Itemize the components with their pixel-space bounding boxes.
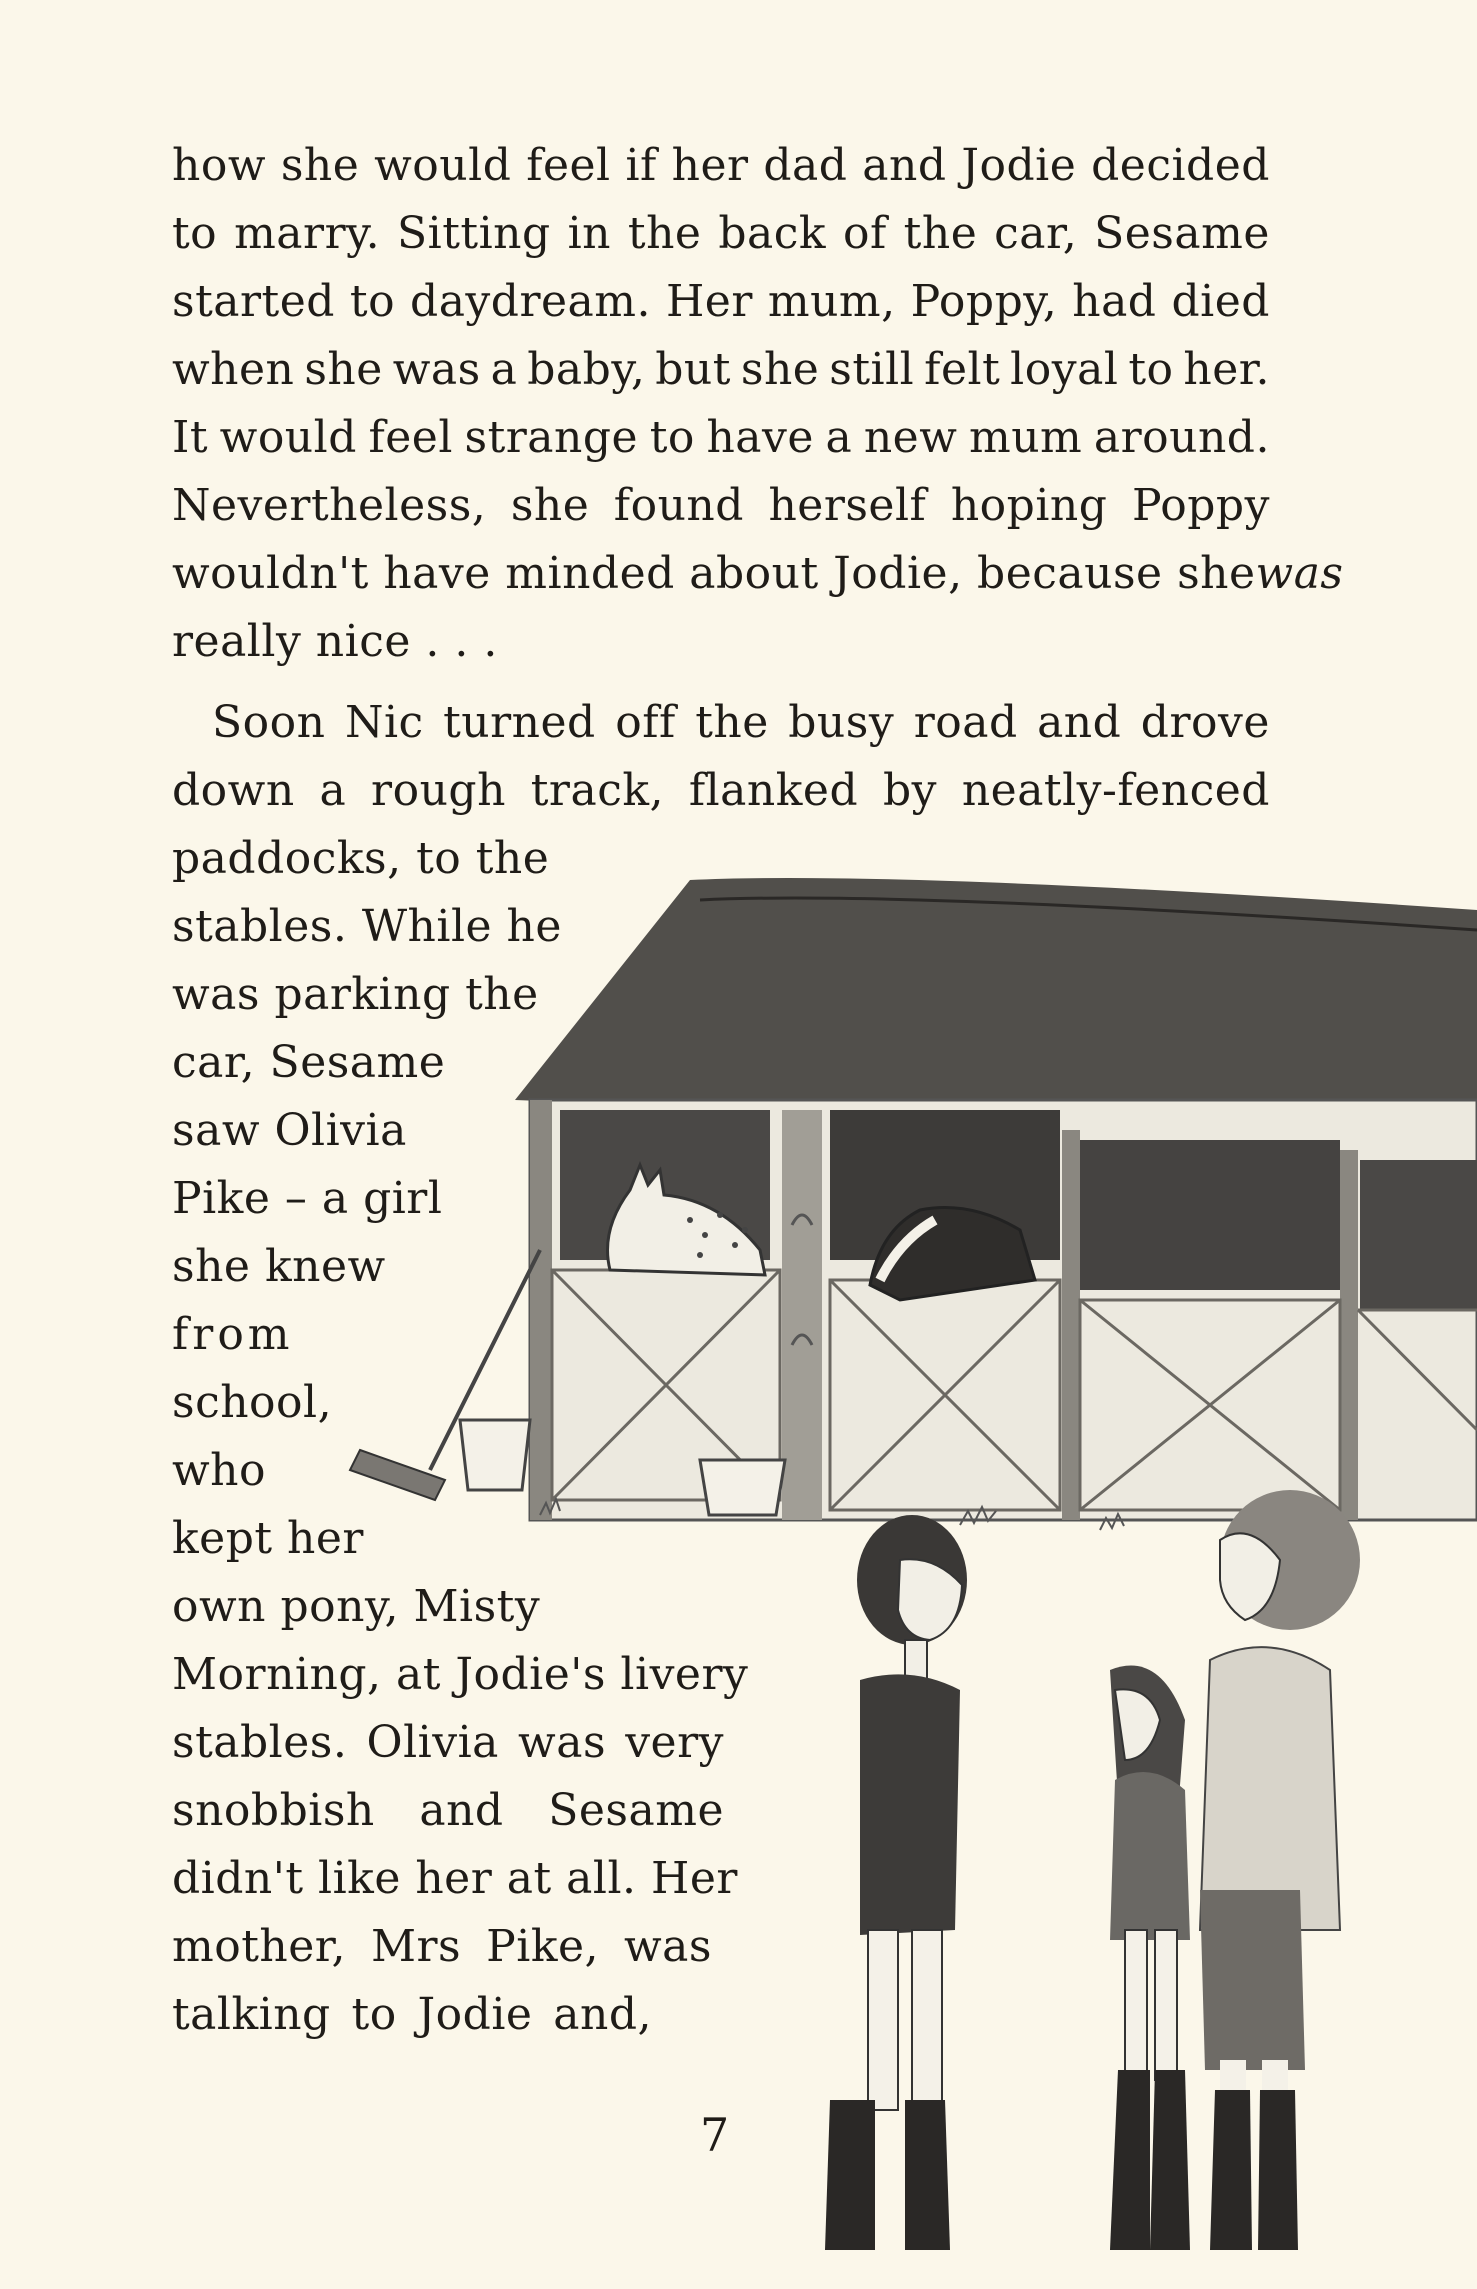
- text-line-1: how she would feel if her dad and Jodie decided: [172, 140, 1270, 191]
- text-line-7-main: wouldn't have minded about Jodie, because she: [172, 548, 1256, 599]
- text-line-23: Morning, at Jodie's livery: [172, 1649, 749, 1700]
- text-line-21: kept her: [172, 1513, 364, 1564]
- text-line-7: [172, 546, 1344, 602]
- text-line-4: when she was a baby, but she still felt loyal to her.: [172, 344, 1270, 395]
- text-line-27: mother, Mrs Pike, was: [172, 1921, 712, 1972]
- text-line-9: Soon Nic turned off the busy road and drove: [212, 697, 1270, 748]
- text-line-18: from: [172, 1309, 294, 1360]
- girl-sesame: [1110, 1666, 1190, 2250]
- text-line-3: started to daydream. Her mum, Poppy, had died: [172, 276, 1270, 327]
- text-line-15: saw Olivia: [172, 1105, 407, 1156]
- text-line-22: own pony, Misty: [172, 1581, 541, 1632]
- page-number: 7: [700, 2108, 730, 2162]
- woman-jodie: [1200, 1490, 1360, 2250]
- text-line-5: It would feel strange to have a new mum around.: [172, 412, 1270, 463]
- text-line-24: stables. Olivia was very: [172, 1717, 724, 1768]
- text-line-2: to marry. Sitting in the back of the car, Sesame: [172, 208, 1270, 259]
- text-line-16: Pike – a girl: [172, 1173, 443, 1224]
- text-line-11: paddocks, to the: [172, 833, 550, 884]
- text-line-14: car, Sesame: [172, 1037, 446, 1088]
- text-line-25: snobbish and Sesame: [172, 1785, 724, 1836]
- text-line-13: was parking the: [172, 969, 539, 1020]
- text-line-19: school,: [172, 1377, 333, 1428]
- text-line-12: stables. While he: [172, 901, 562, 952]
- text-line-8: really nice . . .: [172, 616, 498, 667]
- text-line-17: she knew: [172, 1241, 386, 1292]
- text-line-6: Nevertheless, she found herself hoping Poppy: [172, 480, 1270, 531]
- text-line-20: who: [172, 1445, 266, 1496]
- text-line-28: talking to Jodie and,: [172, 1989, 652, 2040]
- text-line-10: down a rough track, flanked by neatly-fenced: [172, 765, 1270, 816]
- text-line-26: didn't like her at all. Her: [172, 1853, 738, 1904]
- girl-olivia: [825, 1515, 967, 2250]
- emphasis-was: was: [1255, 548, 1344, 599]
